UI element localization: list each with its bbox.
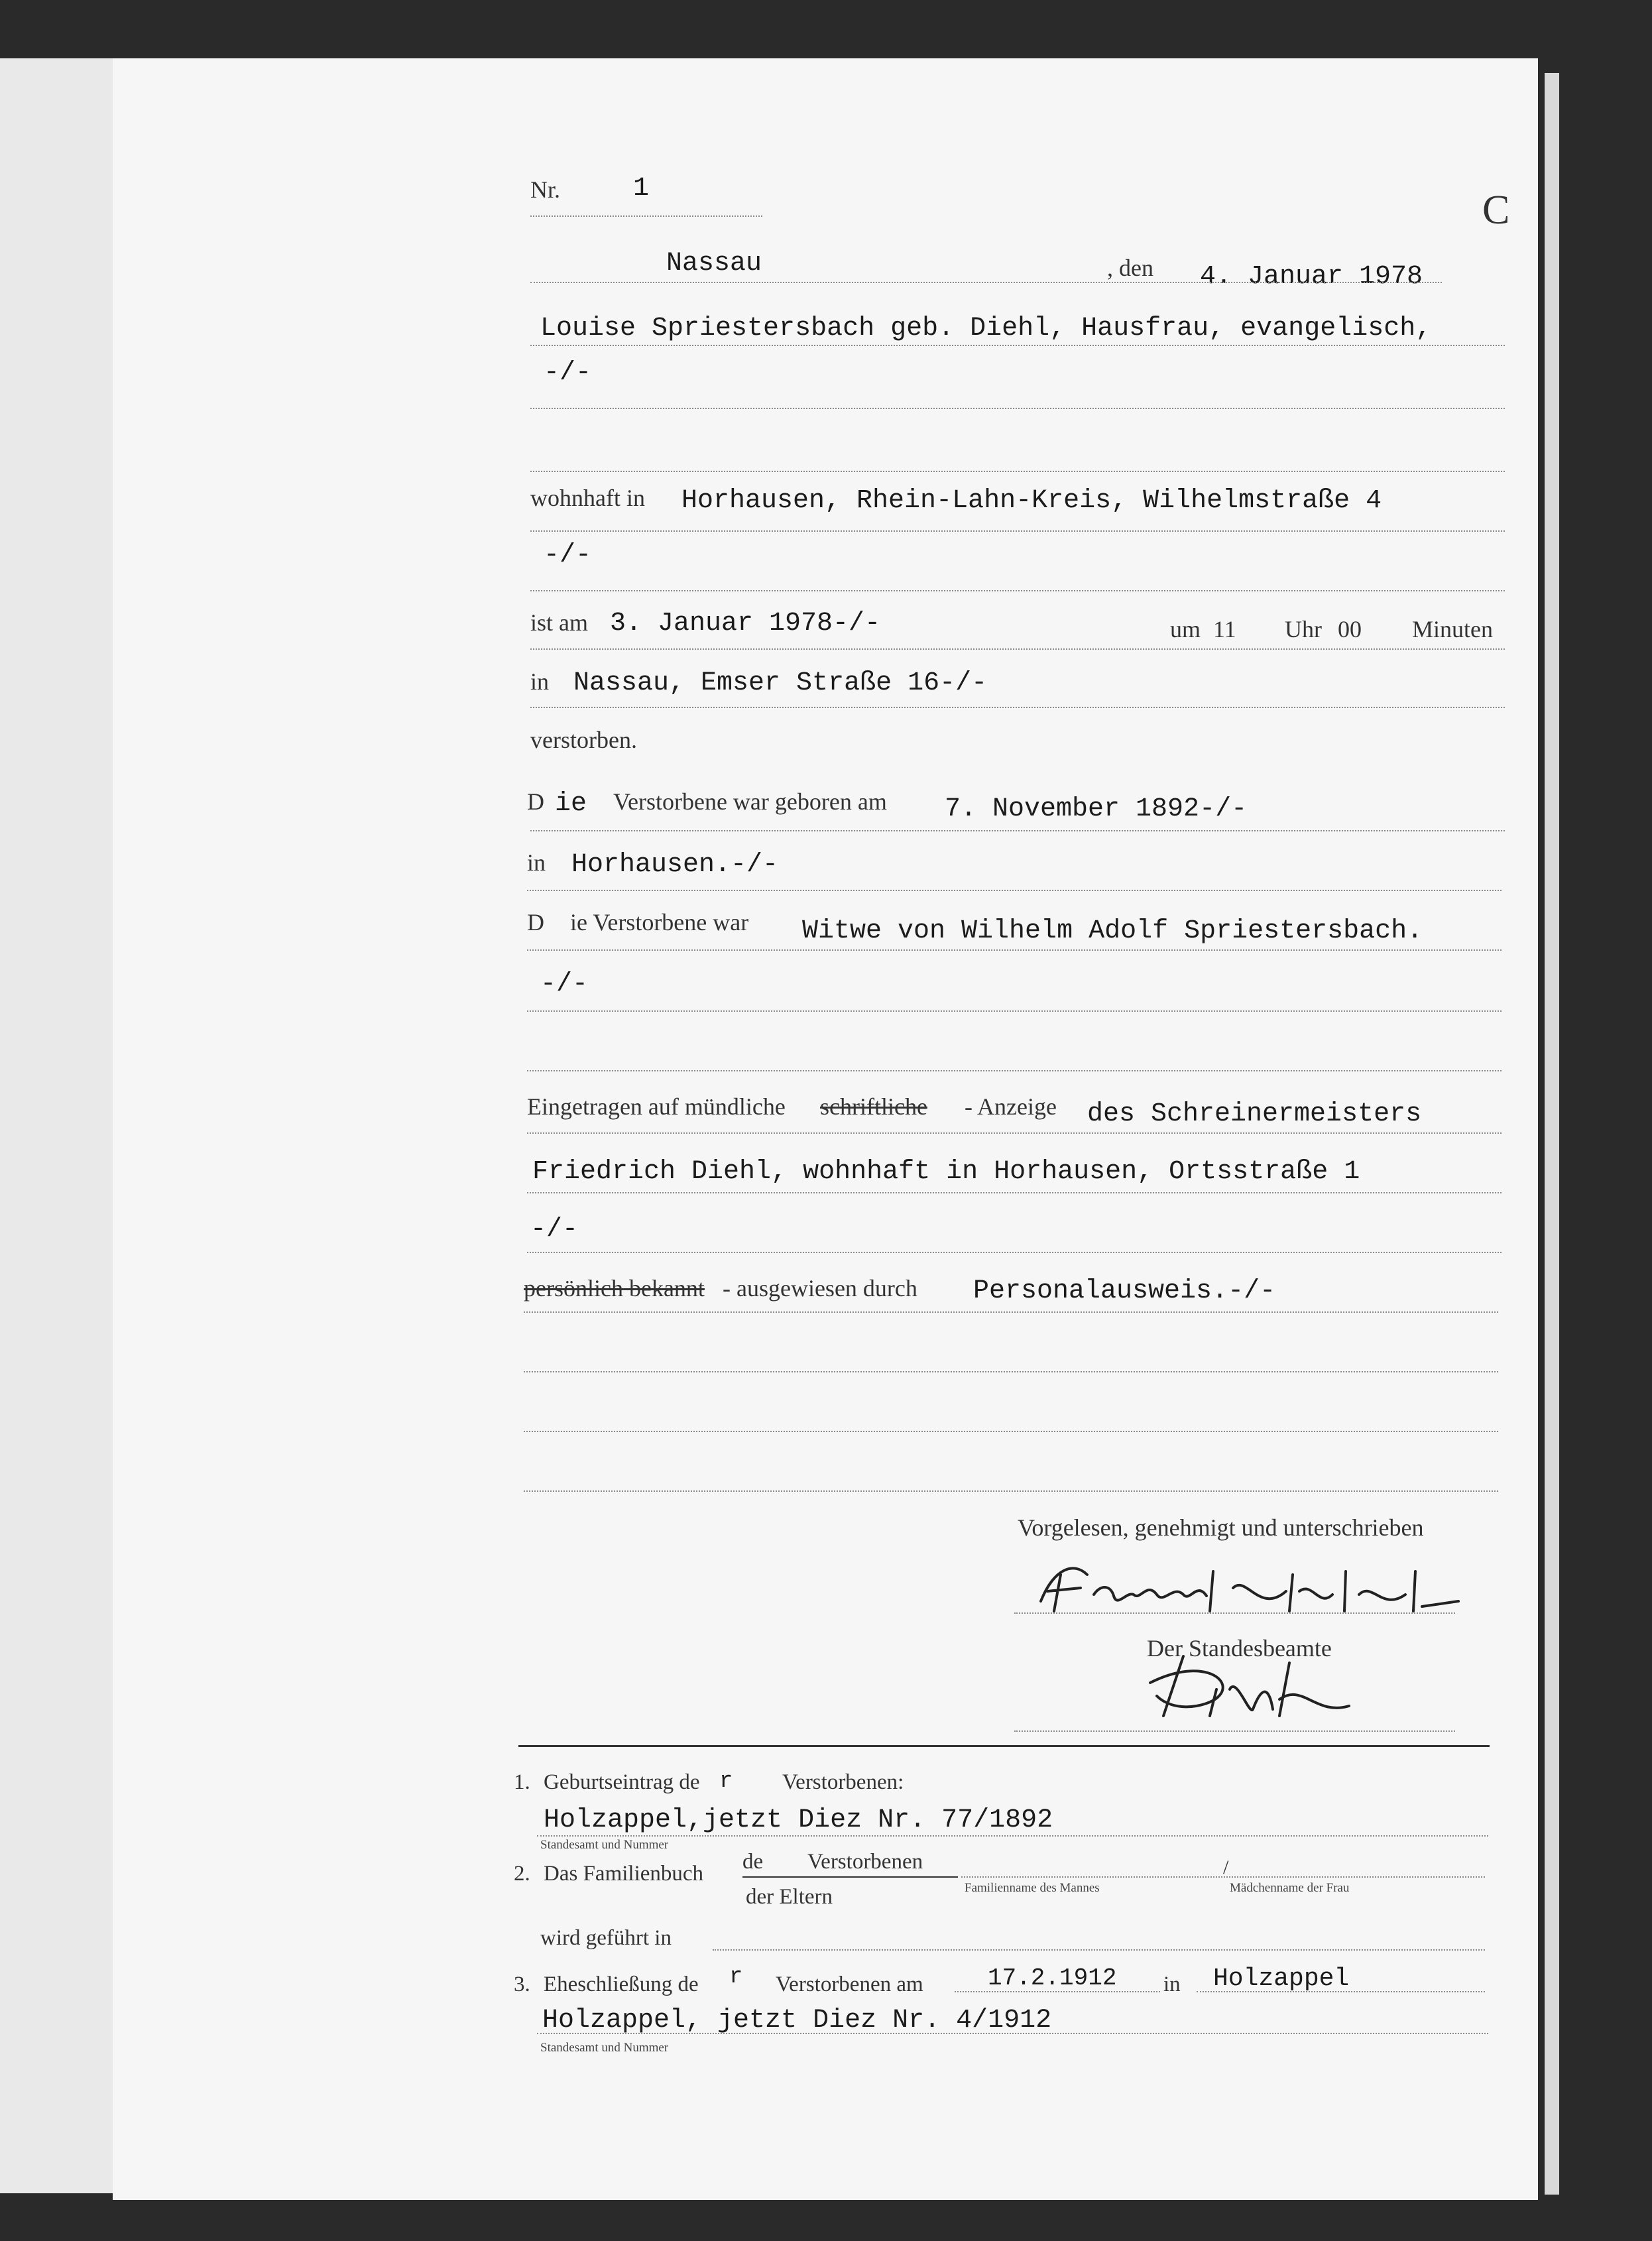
death-hour: 11: [1213, 616, 1236, 642]
page-right-edge: [1545, 73, 1559, 2195]
nr-line: [530, 215, 762, 217]
minuten-label: Minuten: [1412, 616, 1493, 642]
note-1-caption: Standesamt und Nummer: [540, 1838, 669, 1852]
den-label: , den: [1107, 255, 1153, 281]
note-3-caption: Standesamt und Nummer: [540, 2041, 669, 2055]
death-place: Nassau, Emser Straße 16-/-: [573, 668, 988, 698]
birth-d-prefix: D: [527, 788, 544, 815]
note-3-date-line: [955, 1991, 1160, 1992]
note-2-slash: /: [1223, 1856, 1229, 1878]
note-2-de: de: [742, 1850, 764, 1874]
note-1-fill: r: [719, 1769, 733, 1794]
informant-sign-line: [1014, 1612, 1455, 1614]
note-3-label-b: Verstorbenen am: [776, 1972, 923, 1996]
birth-d-suffix: ie: [555, 789, 587, 819]
note-3-fill: r: [729, 1965, 743, 1990]
registrar-label: Der Standesbeamte: [1147, 1635, 1332, 1662]
note-2-option-b: der Eltern: [746, 1885, 833, 1909]
form-letter: C: [1482, 188, 1510, 233]
death-date-line: [530, 648, 1505, 650]
blank-line-3: [524, 1490, 1498, 1492]
informant-signature: [1034, 1555, 1458, 1621]
residence-cont: -/-: [544, 540, 592, 570]
note-3-in: in: [1163, 1972, 1181, 1996]
note-3-date: 17.2.1912: [988, 1965, 1117, 1992]
note-2-number: 2.: [514, 1862, 530, 1886]
place: Nassau: [666, 249, 762, 278]
report-line-2: [527, 1192, 1502, 1193]
marital-cont: -/-: [540, 969, 589, 999]
note-3-line: [537, 2033, 1488, 2034]
note-1-line: [537, 1835, 1488, 1837]
nr-value: 1: [633, 174, 650, 204]
note-3-number: 3.: [514, 1972, 530, 1996]
marital-line: [527, 949, 1502, 951]
note-3-label-a: Eheschließung de: [544, 1972, 699, 1996]
note-2-caption-a: Familienname des Mannes: [965, 1881, 1100, 1895]
nr-label: Nr.: [530, 176, 560, 203]
marital-line-3: [527, 1070, 1502, 1071]
place-date-line: [530, 282, 1442, 283]
known-value: Personalausweis.-/-: [973, 1276, 1276, 1306]
report-value-c: -/-: [530, 1215, 579, 1244]
read-approved-label: Vorgelesen, genehmigt und unterschrieben: [1018, 1514, 1424, 1541]
person-line-2-rule: [530, 408, 1505, 409]
known-struck: persönlich bekannt: [524, 1275, 705, 1302]
death-place-line: [530, 707, 1505, 708]
uhr-label: Uhr: [1285, 616, 1322, 642]
register-page: [113, 58, 1538, 2200]
birth-place-line: [527, 890, 1502, 891]
note-3-value: Holzappel, jetzt Diez Nr. 4/1912: [542, 2006, 1052, 2035]
note-2-caption-b: Mädchenname der Frau: [1230, 1881, 1350, 1895]
marital-status: Witwe von Wilhelm Adolf Spriestersbach.: [802, 916, 1423, 946]
note-2-option-a: Verstorbenen: [807, 1850, 923, 1874]
note-2-fraction-bar: [742, 1876, 958, 1878]
residence-line: [530, 530, 1505, 532]
known-line: [524, 1311, 1498, 1313]
report-label-a: Eingetragen auf mündliche: [527, 1093, 786, 1120]
death-date: 3. Januar 1978-/-: [610, 609, 881, 638]
report-value-b: Friedrich Diehl, wohnhaft in Horhausen, Ortsstraße 1: [532, 1157, 1360, 1187]
note-2-kept-line: [713, 1949, 1485, 1951]
birth-label: Verstorbene war geboren am: [613, 788, 887, 815]
note-1-number: 1.: [514, 1770, 530, 1794]
death-minute: 00: [1338, 616, 1362, 642]
marital-label: ie Verstorbene war: [570, 909, 749, 936]
previous-page-edge: [0, 58, 115, 2193]
note-1-label-b: Verstorbenen:: [782, 1770, 904, 1794]
residence-line-2: [530, 590, 1505, 591]
note-2-label: Das Familienbuch: [544, 1862, 704, 1886]
person-line-1: [530, 345, 1505, 346]
report-label-struck: schriftliche: [820, 1093, 927, 1120]
registrar-signature: [1137, 1643, 1376, 1729]
notes-divider: [518, 1745, 1490, 1747]
birth-date-line: [530, 830, 1505, 831]
deceased-identity: Louise Spriestersbach geb. Diehl, Hausfrau, evangelisch,: [540, 314, 1432, 343]
known-label: - ausgewiesen durch: [723, 1275, 917, 1302]
residence-value: Horhausen, Rhein-Lahn-Kreis, Wilhelmstraße 4: [681, 486, 1382, 516]
report-value-a: des Schreinermeisters: [1087, 1099, 1422, 1129]
death-date-label: ist am: [530, 609, 588, 636]
verstorben-label: verstorben.: [530, 727, 637, 753]
marital-line-2: [527, 1010, 1502, 1012]
note-1-label-a: Geburtseintrag de: [544, 1770, 700, 1794]
report-line-1: [527, 1132, 1502, 1134]
residence-label: wohnhaft in: [530, 485, 645, 511]
report-label-b: - Anzeige: [965, 1093, 1057, 1120]
death-place-label: in: [530, 668, 550, 695]
note-2-kept-label: wird geführt in: [540, 1926, 672, 1950]
report-line-3: [527, 1252, 1502, 1253]
birth-place: Horhausen.-/-: [571, 850, 779, 880]
note-3-place: Holzappel: [1213, 1965, 1350, 1993]
note-3-place-line: [1197, 1991, 1485, 1992]
birth-place-label: in: [527, 849, 546, 876]
birth-date: 7. November 1892-/-: [945, 794, 1248, 824]
um-label: um: [1170, 616, 1201, 642]
registrar-sign-line: [1014, 1730, 1455, 1732]
person-line-3-rule: [530, 471, 1505, 472]
blank-line-2: [524, 1431, 1498, 1432]
note-1-value: Holzappel,jetzt Diez Nr. 77/1892: [544, 1805, 1053, 1835]
entry-date: 4. Januar 1978: [1200, 262, 1423, 292]
person-line-2: -/-: [544, 358, 592, 388]
marital-d-prefix: D: [527, 909, 544, 936]
blank-line-1: [524, 1371, 1498, 1372]
